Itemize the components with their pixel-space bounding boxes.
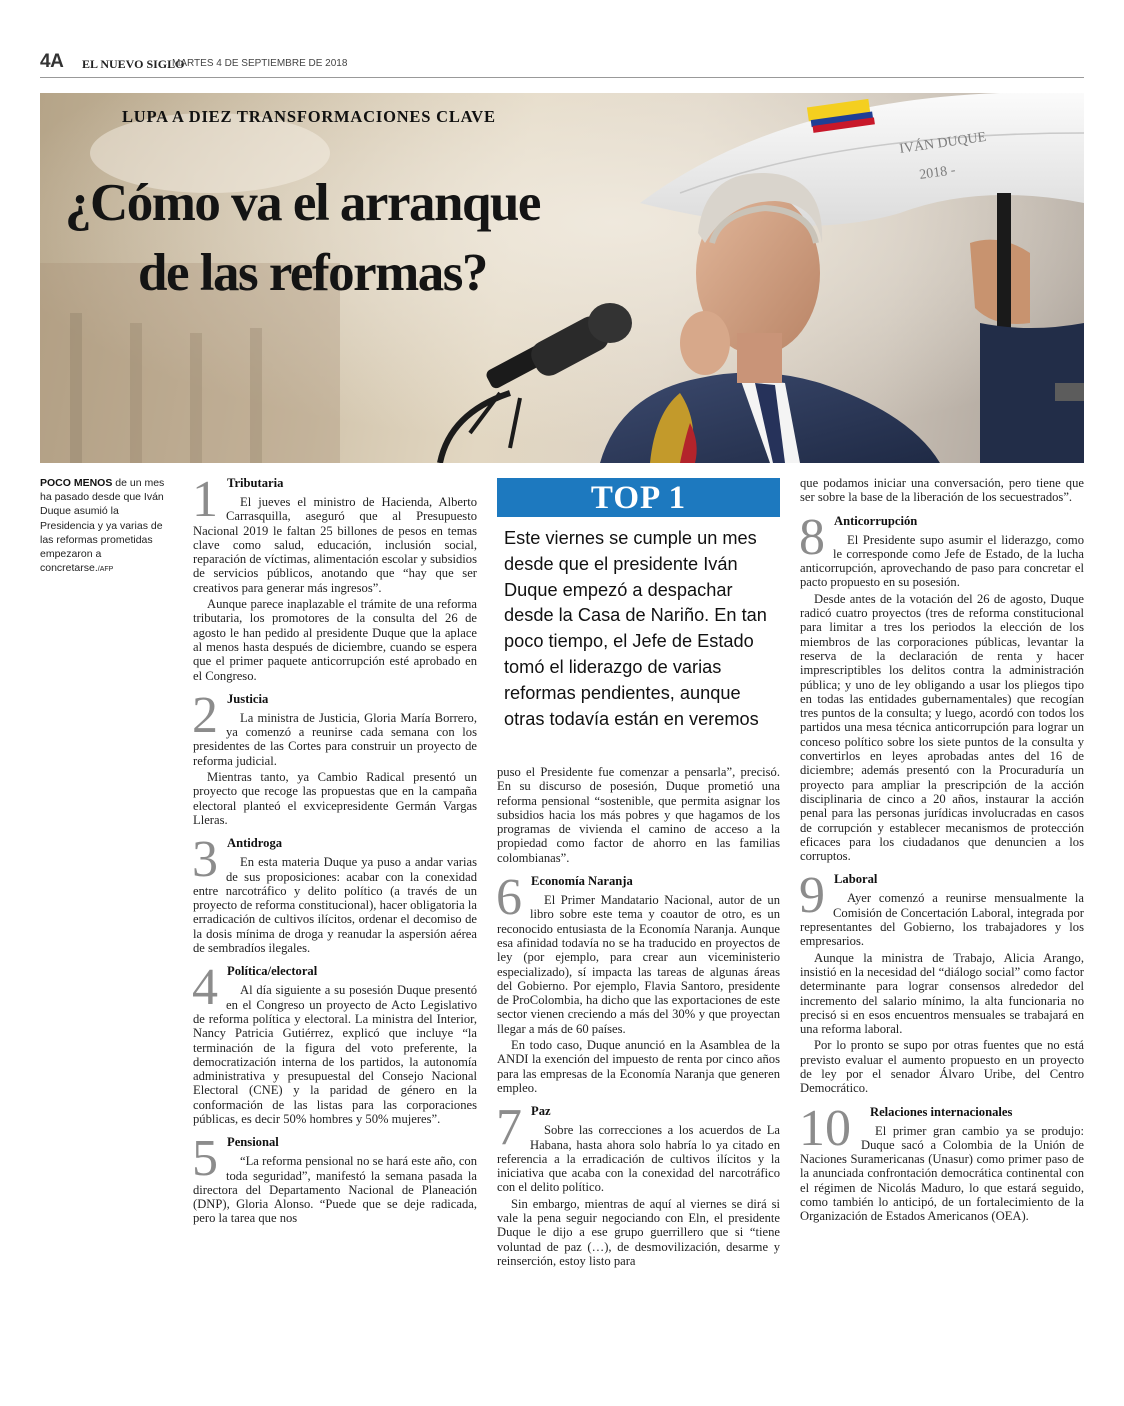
section-paragraph: El Presidente supo asumir el liderazgo, como le corresponde como Jefe de Estado, de la lucha anticorrupción, aprovechando de paso para concretar el pacto propuesto en su posesión. — [800, 532, 1084, 590]
section-politica-electoral — [192, 959, 477, 1126]
section-title: Anticorrupción — [834, 513, 918, 528]
section-tributaria — [192, 471, 477, 683]
section-paragraph: Por lo pronto se supo por otras fuentes que no está previsto evaluar el aumento propuesto en un proyecto de ley por el senador Álvaro Uribe, del Centro Democrático. — [800, 1038, 1084, 1096]
section-title: Laboral — [834, 872, 878, 887]
section-number: 2 — [192, 686, 218, 744]
section-number: 1 — [192, 471, 218, 528]
section-anticorrupcion — [799, 508, 1084, 864]
section-paz — [496, 1099, 780, 1268]
headline-line-2: de las reformas? — [138, 244, 487, 302]
section-antidroga — [192, 831, 477, 956]
section-number: 10 — [799, 1099, 851, 1157]
section-continuation: que podamos iniciar una conversación, pero tiene que ser sobre la base de la liberación de los secuestrados”. — [800, 476, 1084, 505]
section-paragraph: El primer gran cambio ya se produjo: Duque sacó a Colombia de la Unión de Naciones Suramericanas (Unasur) como primer paso de la anunciada confrontación democrática continental con el régimen de Nicolás Maduro, lo que estará seguido, como también lo anticipó, de un fortalecimiento de la Organización de Estados Americanos (OEA). — [800, 1123, 1084, 1224]
issue-date: MARTES 4 DE SEPTIEMBRE DE 2018 — [172, 58, 348, 69]
svg-text:IVÁN DUQUE: IVÁN DUQUE — [898, 129, 988, 157]
section-paragraph: El jueves el ministro de Hacienda, Alberto Carrasquilla, aseguró que al Presupuesto Nacional 2019 le faltan 25 billones de pesos en temas clave como salud, educación, inclusión social, reparación de víctimas, alimentación escolar y subsidios de servicios públicos, anotando que “hay que ser creativos para generar más ingresos”. — [193, 495, 477, 595]
section-paragraph: Mientras tanto, ya Cambio Radical presentó un proyecto que recoge las propuestas que en la campaña electoral planteó el exvicepresidente Germán Vargas Lleras. — [193, 770, 477, 827]
section-paragraph: Aunque parece inaplazable el trámite de una reforma tributaria, los promotores de la consulta del 26 de agosto le han pedido al presidente Duque que la aplace al menos hasta después de diciembre, cuando se espera que el primer paquete anticorrupción esté aprobado en el Congreso. — [193, 597, 477, 683]
newspaper-name: EL NUEVO SIGLO — [82, 57, 185, 71]
section-paragraph: “La reforma pensional no se hará este año, con toda seguridad”, manifestó la semana pasada la directora del Departamento Nacional de Planeación (DNP), Gloria Alonso. “Puede que se deje radicada, pero la tarea que nos — [193, 1154, 477, 1226]
section-economia-naranja — [496, 869, 780, 1095]
section-paragraph: En todo caso, Duque anunció en la Asamblea de la ANDI la exención del impuesto de renta por cinco años para las empresas de la Economía Naranja que generen empleo. — [497, 1038, 780, 1095]
section-title: Paz — [531, 1104, 551, 1119]
top-1-banner: TOP 1 — [497, 478, 780, 517]
section-paragraph: Aunque la ministra de Trabajo, Alicia Arango, insistió en la necesidad del “diálogo social” como factor determinante para lograr consensos alrededor del incremento del salario mínimo, la alta funcionaria no precisó si en esos encuentros mensuales se trabajará en una reforma laboral. — [800, 950, 1084, 1037]
section-paragraph: Al día siguiente a su posesión Duque presentó en el Congreso un proyecto de Acto Legislativo de reforma política y electoral. La ministra del Interior, Nancy Patricia Gutiérrez, explicó que incluye “la terminación de la figura del voto preferente, la democratización interna de los partidos, la autonomía administrativa y presupuestal del Consejo Nacional Electoral (CNE) y la paridad de género en la conformación de las listas para las corporaciones públicas, es decir 50% hombres y 50% mujeres”. — [193, 983, 477, 1126]
section-paragraph: Sobre las correcciones a los acuerdos de La Habana, hasta ahora solo habría lo ya citado en referencia a la erradicación de cultivos ilícitos y la iniciativa que acaba con la conexidad del narcotráfico con el delito político. — [497, 1123, 780, 1195]
section-number: 6 — [496, 869, 522, 927]
column-3 — [800, 476, 1084, 1226]
section-paragraph: Ayer comenzó a reunirse mensualmente la Comisión de Concertación Laboral, integrada por representantes del Gobierno, los trabajadores y los empresarios. — [800, 891, 1084, 949]
section-title: Justicia — [227, 691, 269, 706]
caption-lead: POCO MENOS — [40, 477, 113, 489]
section-title: Economía Naranja — [531, 874, 633, 889]
section-justicia — [192, 686, 477, 827]
section-paragraph: En esta materia Duque ya puso a andar varias de sus proposiciones: acabar con la conexidad entre narcotráfico y delito político (a través de un proyecto de reforma constitucional), hacer obligatoria la erradicación de cultivos ilícitos, ordenar el decomiso de la dosis mínima de droga y reanudar la aspersión aérea de sembradíos ilegales. — [193, 855, 477, 956]
hero-kicker: LUPA A DIEZ TRANSFORMACIONES CLAVE — [122, 107, 496, 126]
section-paragraph: Sin embargo, mientras de aquí al viernes se dirá si vale la pena seguir negociando con Eln, el presidente Duque le dijo a ese grupo guerrillero que si “tiene voluntad de paz (…), de desmovilización, desarme y reinserción, estoy listo para — [497, 1196, 780, 1268]
top-1-text: Este viernes se cumple un mes desde que el presidente Iván Duque empezó a despachar desde la Casa de Nariño. En tan poco tiempo, el Jefe de Estado tomó el liderazgo de varias reformas pendientes, aunque otras todavía están en veremos — [504, 528, 767, 729]
svg-text:2018 -: 2018 - — [918, 163, 957, 183]
section-paragraph: El Primer Mandatario Nacional, autor de un libro sobre este tema y coautor de otro, es un reconocido entusiasta de la Economía Naranja. Aunque esa afinidad todavía no se ha traducido en proyectos de ley (por ejemplo, para crear aun viceministerio especializado), sí impacta las tareas de algunas áreas del Gobierno. Por ejemplo, Flavia Santoro, presidente de ProColombia, ha dicho que las exportaciones de este sector vienen creciendo a más del 30% y que proyectan llegar a más de 60 países. — [497, 893, 780, 1036]
section-laboral — [799, 867, 1084, 1096]
section-title: Pensional — [227, 1135, 279, 1150]
page-number: 4A — [40, 51, 64, 72]
section-title: Antidroga — [227, 836, 283, 851]
section-paragraph: Desde antes de la votación del 26 de agosto, Duque radicó cuatro proyectos (tres de reforma constitucional para limitar a tres los periodos la elección de los miembros de las corporaciones públicas, levantar la reserva de la declaración de renta y hacer imprescriptibles los delitos contra la administración pública; y uno de ley obligando a usar los pliegos tipo en todas las entidades gubernamentales) que recogían tres puntos de la consulta; y luego, acordó con todos los partidos una mesa técnica anticorrupción para lograr un conceso político sobre los siete puntos de la consulta y convertirlos en leyes aprobadas antes del 16 de diciembre; además presentó con la Procuraduría un proyecto para ampliar la prescripción de la acción disciplinaria de cinco a 20 años, instaurar la acción penal para las personas jurídicas involucradas en casos de corrupción y establecer mecanismos de protección eficaces para los ciudadanos que denuncien a los corruptos. — [800, 591, 1084, 864]
section-title: Política/electoral — [227, 964, 318, 979]
section-continuation: puso el Presidente fue comenzar a pensarla”, precisó. En su discurso de posesión, Duque prometió una reforma pensional “sostenible, que permita asignar los subsidios hacia los más pobres y que hagamos de los programas de vivienda el camino de acceso a la propiedad como factor de ahorro en las familias colombianas”. — [497, 765, 780, 865]
photo-credit: /AFP — [97, 566, 114, 574]
headline-line-1: ¿Cómo va el arranque — [65, 174, 540, 232]
section-number: 8 — [799, 508, 825, 566]
page-header — [40, 52, 1084, 78]
section-number: 4 — [192, 959, 218, 1017]
section-number: 7 — [496, 1099, 522, 1157]
section-relaciones-internacionales — [799, 1099, 1084, 1224]
hero-photo — [40, 93, 1084, 463]
caption-text: de un mes ha pasado desde que Iván Duque asumió la Presidencia y ya varias de las reformas prometidas empezaron a concretarse. — [40, 477, 165, 575]
column-2 — [497, 765, 780, 1270]
section-number: 9 — [799, 867, 825, 925]
section-number: 3 — [192, 831, 218, 889]
section-pensional — [192, 1130, 477, 1226]
section-title: Tributaria — [227, 476, 284, 490]
photo-caption — [40, 476, 172, 577]
section-title: Relaciones internacionales — [870, 1104, 1013, 1119]
section-number: 5 — [192, 1130, 218, 1188]
column-1 — [192, 471, 477, 1228]
section-paragraph: La ministra de Justicia, Gloria María Borrero, ya comenzó a reunirse cada semana con los presidentes de las Cortes para construir un proyecto de reforma judicial. — [193, 710, 477, 768]
